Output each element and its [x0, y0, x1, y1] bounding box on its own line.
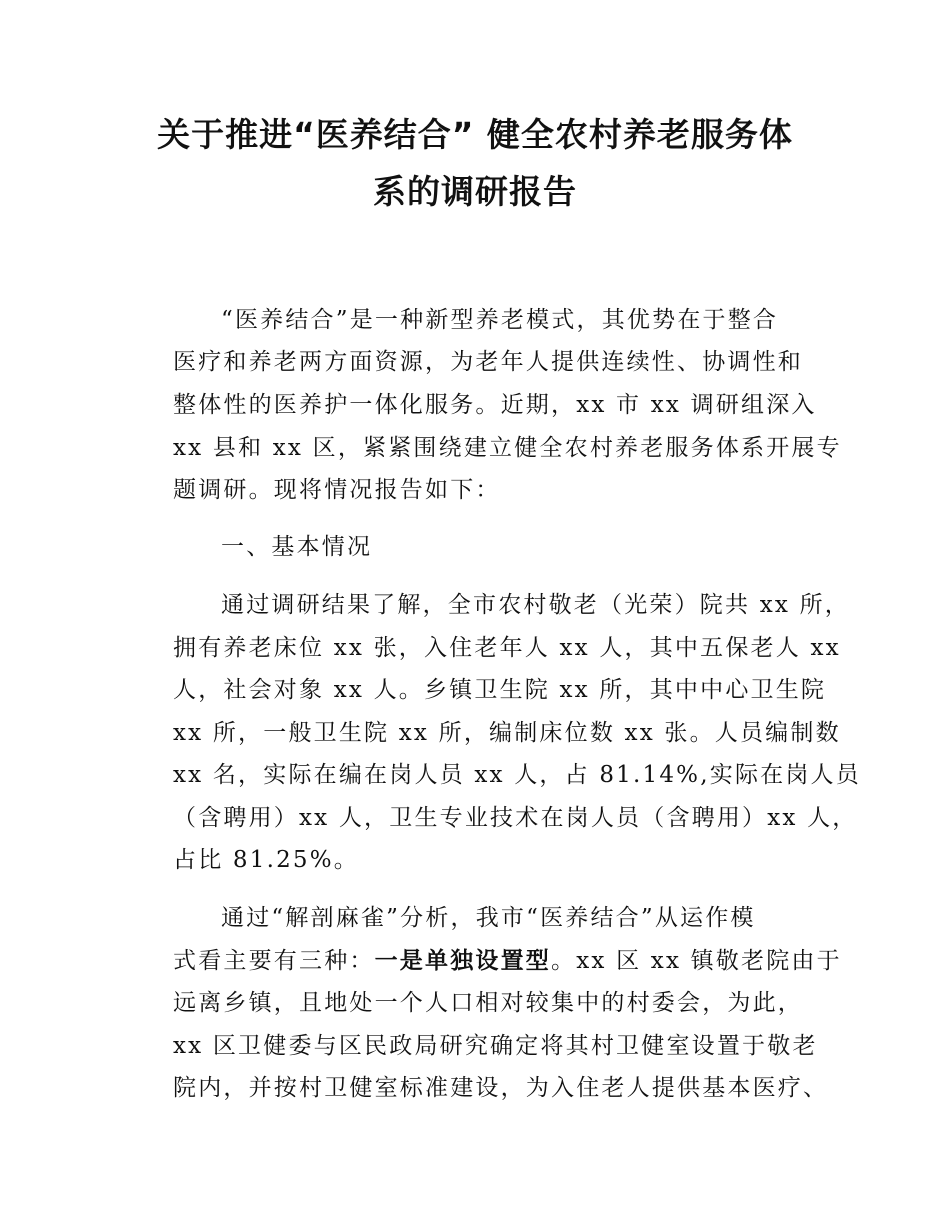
text-line: 题调研。现将情况报告如下： [173, 477, 501, 503]
text-span: 。xx 区 xx 镇敬老院由于 [551, 948, 842, 974]
text-line: （含聘用）xx 人，卫生专业技术在岗人员（含聘用）xx 人， [173, 805, 858, 831]
text-line: 通过“解剖麻雀”分析，我市“医养结合”从运作模 [221, 905, 756, 931]
text-line: 院内，并按村卫健室标准建设，为入住老人提供基本医疗、 [173, 1075, 829, 1101]
text-line: 拥有养老床位 xx 张，入住老年人 xx 人，其中五保老人 xx [173, 635, 841, 661]
title-line-2: 系的调研报告 [373, 172, 577, 211]
text-line: 医疗和养老两方面资源，为老年人提供连续性、协调性和 [173, 349, 803, 375]
text-line: 远离乡镇，且地处一个人口相对较集中的村委会，为此， [173, 990, 803, 1016]
text-line: 占比 81.25%。 [173, 847, 360, 873]
text-line: xx 名，实际在编在岗人员 xx 人，占 81.14%,实际在岗人员 [173, 762, 861, 788]
text-line [173, 940, 842, 982]
title-line-1: 关于推进“医养结合” 健全农村养老服务体 [157, 115, 793, 154]
text-line: “医养结合”是一种新型养老模式，其优势在于整合 [221, 307, 779, 333]
text-line: 通过调研结果了解，全市农村敬老（光荣）院共 xx 所， [221, 592, 850, 618]
bold-emphasis: 一是单独设置型 [374, 948, 552, 974]
text-line: xx 县和 xx 区，紧紧围绕建立健全农村养老服务体系开展专 [173, 435, 842, 461]
text-line: 整体性的医养护一体化服务。近期，xx 市 xx 调研组深入 [173, 392, 817, 418]
text-line: 人，社会对象 xx 人。乡镇卫生院 xx 所，其中中心卫生院 [173, 677, 827, 703]
text-line: xx 所，一般卫生院 xx 所，编制床位数 xx 张。人员编制数 [173, 720, 841, 746]
text-line: xx 区卫健委与区民政局研究确定将其村卫健室设置于敬老 [173, 1033, 818, 1059]
text-span: 式看主要有三种： [173, 948, 375, 974]
section-heading: 一、基本情况 [221, 534, 373, 560]
